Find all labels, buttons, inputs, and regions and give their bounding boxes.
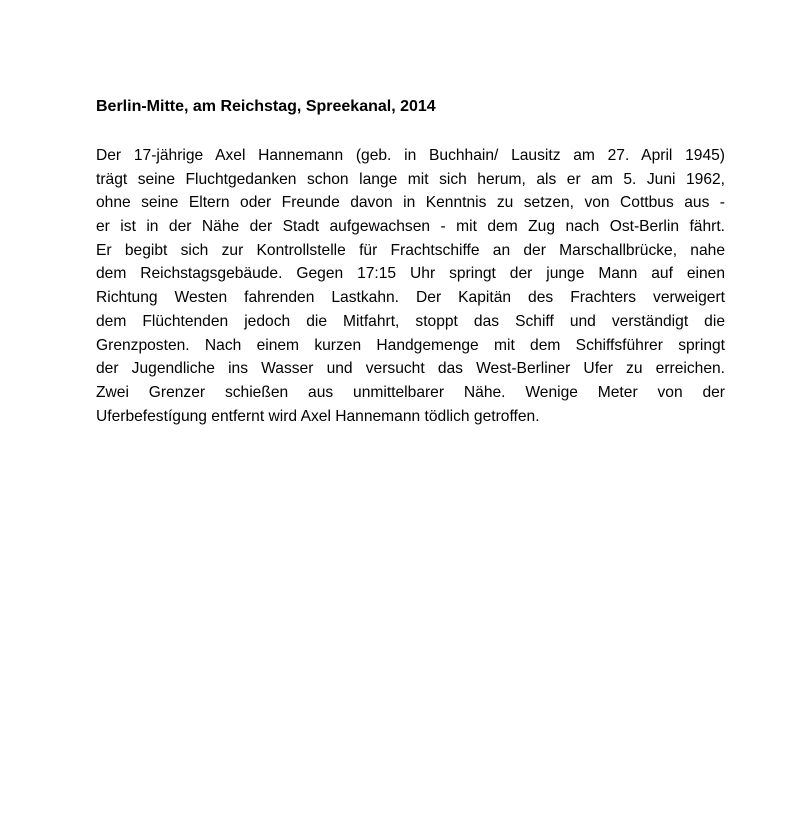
body-line: Uferbefestígung entfernt wird Axel Hannemann tödlich getroffen. <box>96 407 540 425</box>
body-line: ohne seine Eltern oder Freunde davon in Kenntnis zu setzen, von Cottbus aus - <box>96 194 725 212</box>
body-line: trägt seine Fluchtgedanken schon lange mit sich herum, als er am 5. Juni 1962, <box>96 170 725 188</box>
document-title: Berlin-Mitte, am Reichstag, Spreekanal, 2014 <box>96 98 436 115</box>
body-line: er ist in der Nähe der Stadt aufgewachsen - mit dem Zug nach Ost-Berlin fährt. <box>96 218 725 236</box>
body-line: Er begibt sich zur Kontrollstelle für Frachtschiffe an der Marschallbrücke, nahe <box>96 241 725 259</box>
body-line: Der 17-jährige Axel Hannemann (geb. in Buchhain/ Lausitz am 27. April 1945) <box>96 147 725 164</box>
body-line: dem Flüchtenden jedoch die Mitfahrt, stoppt das Schiff und verständigt die <box>96 312 725 330</box>
document-body <box>96 144 725 428</box>
body-line: Zwei Grenzer schießen aus unmittelbarer Nähe. Wenige Meter von der <box>96 383 725 401</box>
body-line: Grenzposten. Nach einem kurzen Handgemenge mit dem Schiffsführer springt <box>96 336 725 354</box>
body-line: der Jugendliche ins Wasser und versucht das West-Berliner Ufer zu erreichen. <box>96 360 725 378</box>
body-line: dem Reichstagsgebäude. Gegen 17:15 Uhr springt der junge Mann auf einen <box>96 265 725 283</box>
body-line: Richtung Westen fahrenden Lastkahn. Der Kapitän des Frachters verweigert <box>96 289 725 307</box>
